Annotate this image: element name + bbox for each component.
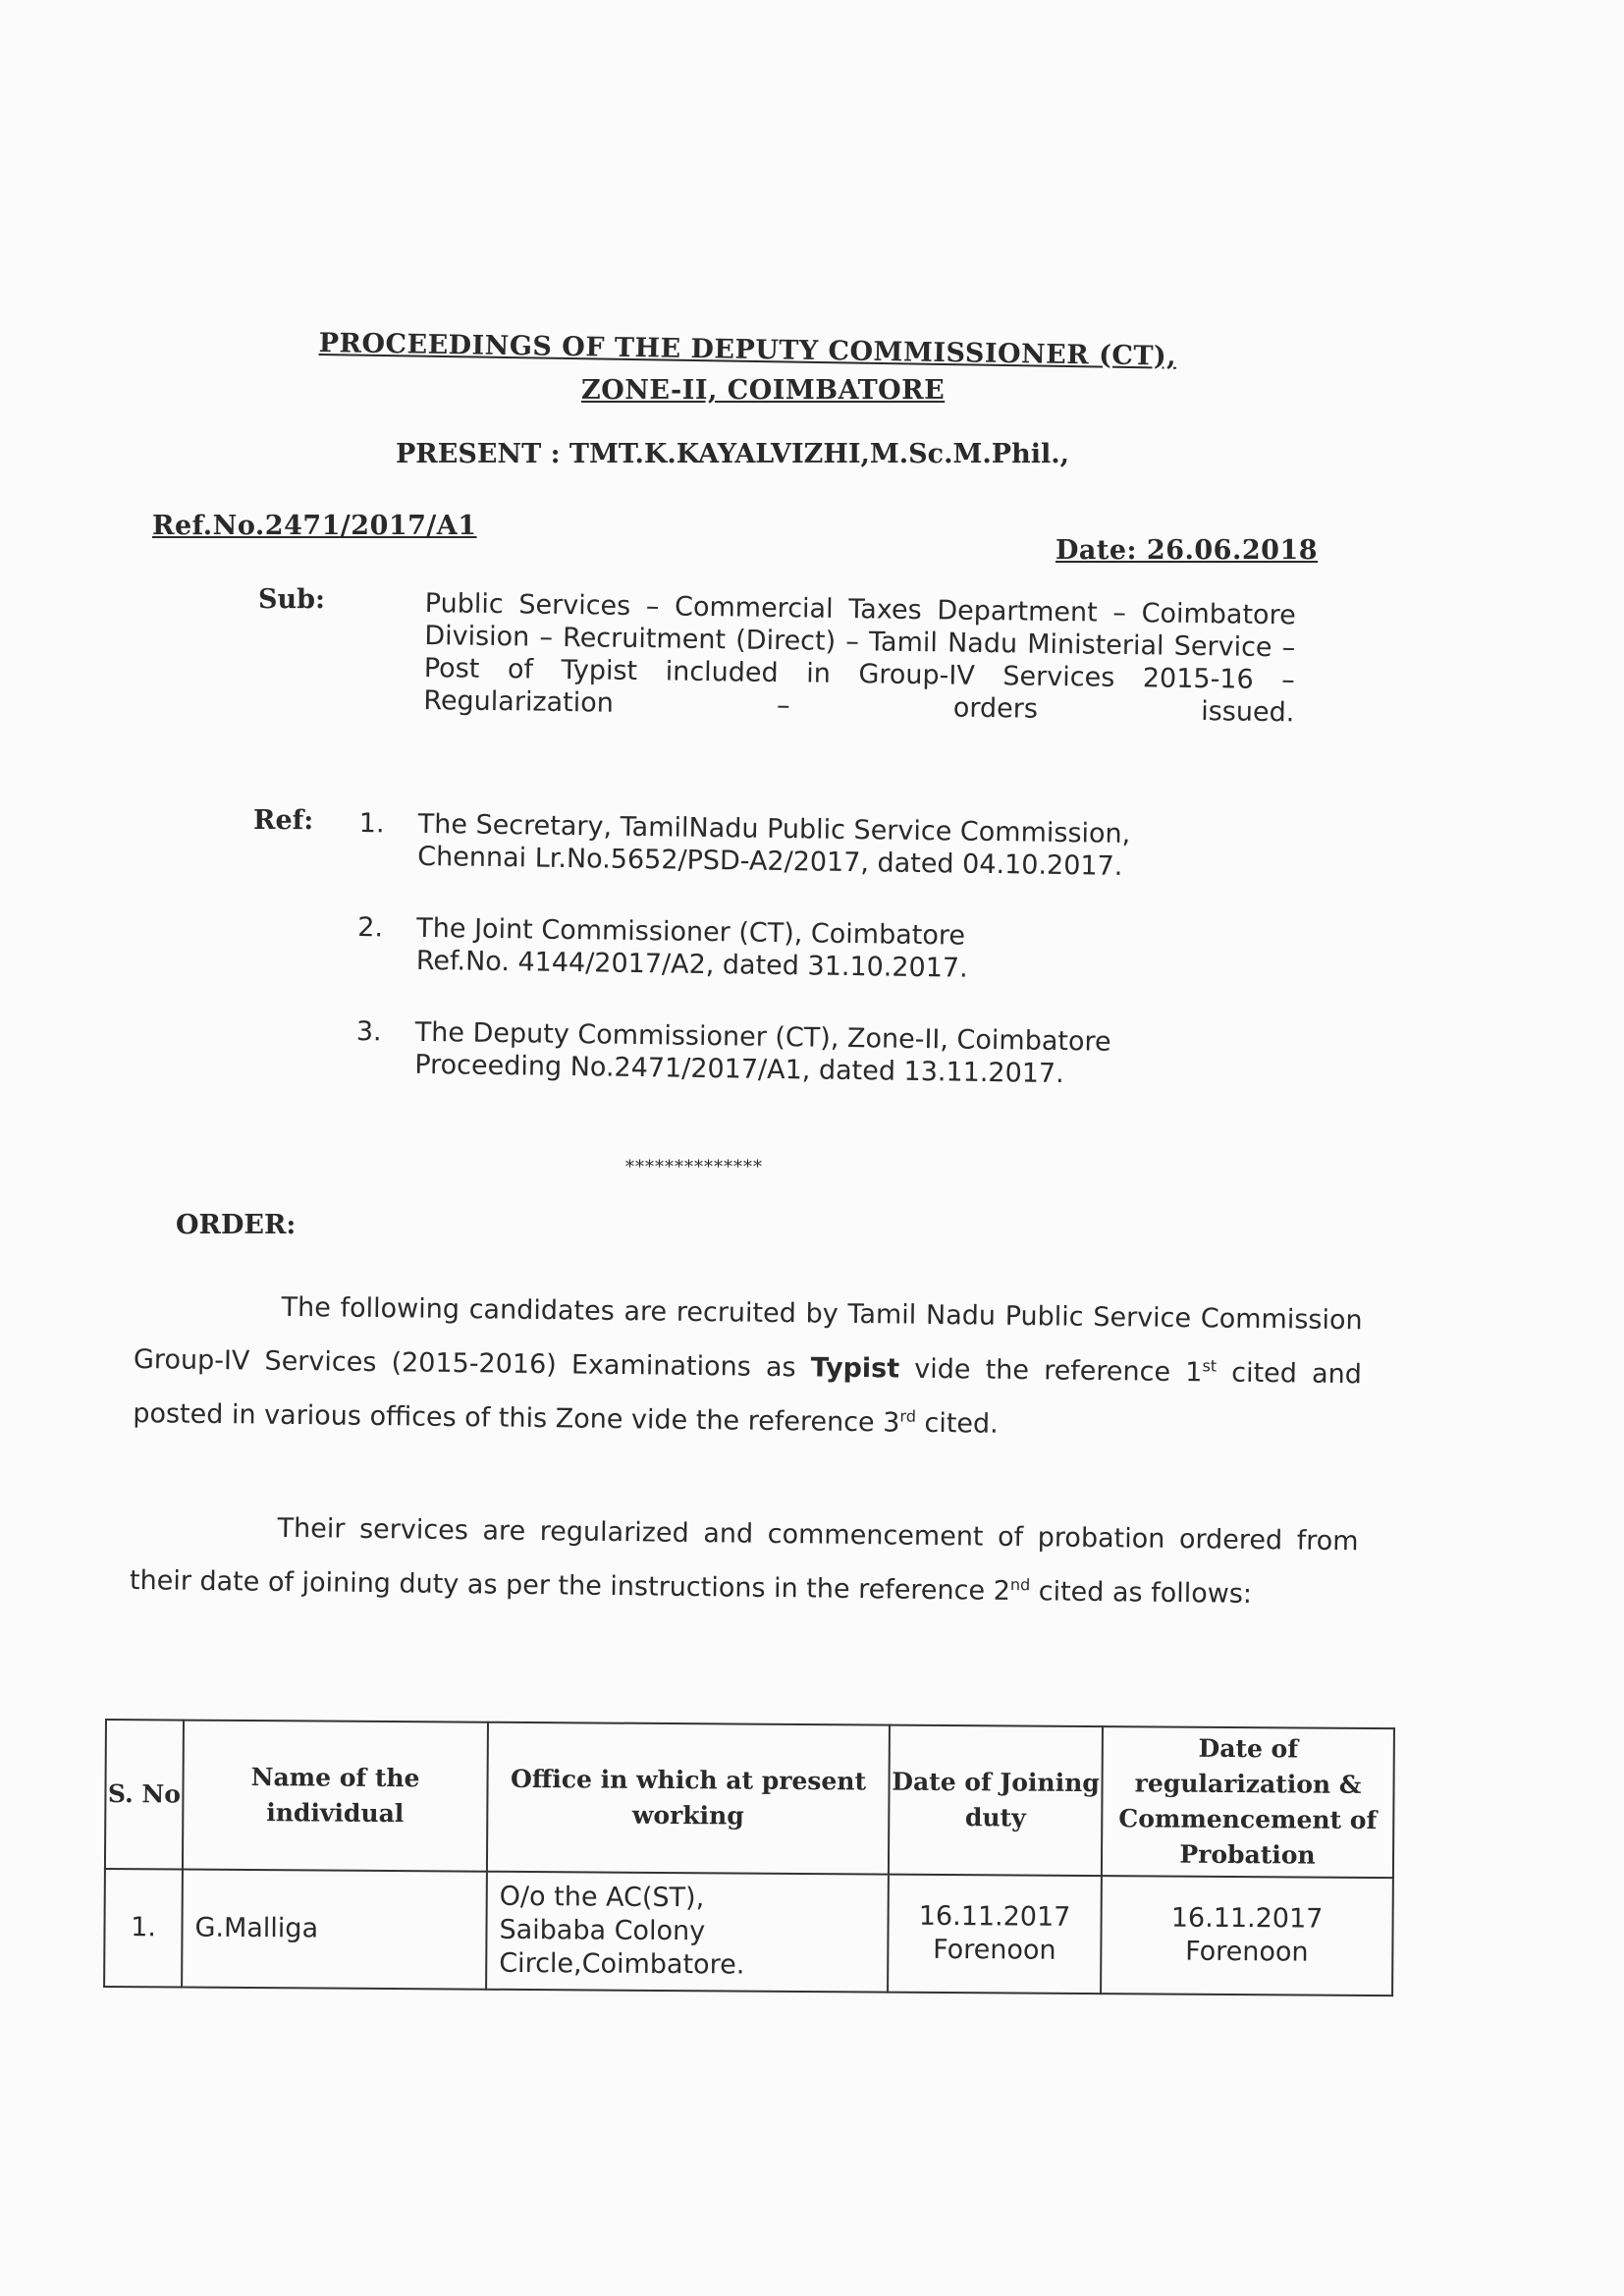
text: Their services are regularized and commencement of probation ordered from their date of joining duty as per the instructions in the reference 2 (129, 1512, 1359, 1607)
subject-label: Sub: (258, 584, 325, 615)
ordinal: nd (1009, 1574, 1031, 1595)
cell-regularization-date (1101, 1876, 1393, 1995)
reference-number: 3. (355, 1015, 382, 1048)
cell-sno: 1. (104, 1869, 183, 1988)
cell-name: G.Malliga (182, 1870, 487, 1990)
text: cited and posted in various offices of this Zone vide the reference 3 (133, 1357, 1363, 1439)
header-sno: S. No (105, 1720, 184, 1870)
office-line: O/o the AC(ST), (499, 1881, 705, 1914)
cell-joining-date (888, 1875, 1102, 1995)
regularization-table (103, 1719, 1395, 1996)
title-line-2: ZONE-II, COIMBATORE (581, 375, 946, 406)
header-office: Office in which at present working (487, 1722, 890, 1875)
header-joining-date: Date of Joining duty (889, 1725, 1103, 1877)
table-row (104, 1869, 1393, 1995)
session: Forenoon (1185, 1936, 1309, 1968)
text: cited as follows: (1029, 1576, 1253, 1610)
text: cited. (915, 1407, 999, 1440)
date: 16.11.2017 (918, 1900, 1071, 1933)
present-officer: PRESENT : TMT.K.KAYALVIZHI,M.Sc.M.Phil., (396, 439, 1070, 469)
order-paragraph-1 (133, 1279, 1363, 1455)
date: 16.11.2017 (1170, 1902, 1324, 1935)
reference-line: Chennai Lr.No.5652/PSD-A2/2017, dated 04.10.2017. (417, 841, 1123, 882)
ref-number: Ref.No.2471/2017/A1 (152, 511, 477, 541)
header-name: Name of the individual (183, 1721, 488, 1872)
references-label: Ref: (253, 805, 314, 836)
cell-office (486, 1872, 889, 1993)
reference-number: 2. (357, 911, 384, 944)
ordinal: st (1202, 1356, 1218, 1376)
separator-stars: ************** (625, 1157, 763, 1177)
reference-item (357, 911, 1291, 989)
reference-line: The Deputy Commissioner (CT), Zone-II, Coimbatore (414, 1016, 1111, 1058)
reference-line: The Joint Commissioner (CT), Coimbatore (416, 912, 966, 952)
reference-item (355, 1015, 1289, 1093)
post-name: Typist (810, 1352, 900, 1385)
reference-number: 1. (358, 807, 385, 840)
text: The following candidates are recruited by Tamil Nadu Public Service Commission Group-IV Services (2015-2016) Examinations as (133, 1291, 1363, 1384)
title-line-1: PROCEEDINGS OF THE DEPUTY COMMISSIONER (CT), (318, 328, 1177, 372)
reference-item (358, 807, 1292, 885)
session: Forenoon (933, 1934, 1056, 1966)
reference-line: The Secretary, TamilNadu Public Service Commission, (417, 808, 1131, 849)
reference-line: Ref.No. 4144/2017/A2, dated 31.10.2017. (415, 945, 968, 984)
table-header-row (105, 1720, 1394, 1878)
reference-line: Proceeding No.2471/2017/A1, dated 13.11.2017. (414, 1049, 1064, 1090)
order-date: Date: 26.06.2018 (1056, 535, 1319, 566)
text: vide the reference 1 (898, 1353, 1203, 1389)
ordinal: rd (899, 1406, 917, 1426)
subject-text: Public Services – Commercial Taxes Department – Coimbatore Division – Recruitment (Direct) – Tamil Nadu Ministerial Service – Post of Typist included in Group-IV Services 2015-16 – Regularization – orders issued. (423, 587, 1296, 729)
order-heading: ORDER: (176, 1210, 297, 1240)
office-line: Circle,Coimbatore. (499, 1947, 745, 1981)
order-paragraph-2 (130, 1500, 1359, 1622)
office-line: Saibaba Colony (499, 1914, 706, 1947)
header-regularization-date: Date of regularization & Commencement of Probation (1102, 1726, 1394, 1878)
references-list (355, 807, 1292, 1093)
